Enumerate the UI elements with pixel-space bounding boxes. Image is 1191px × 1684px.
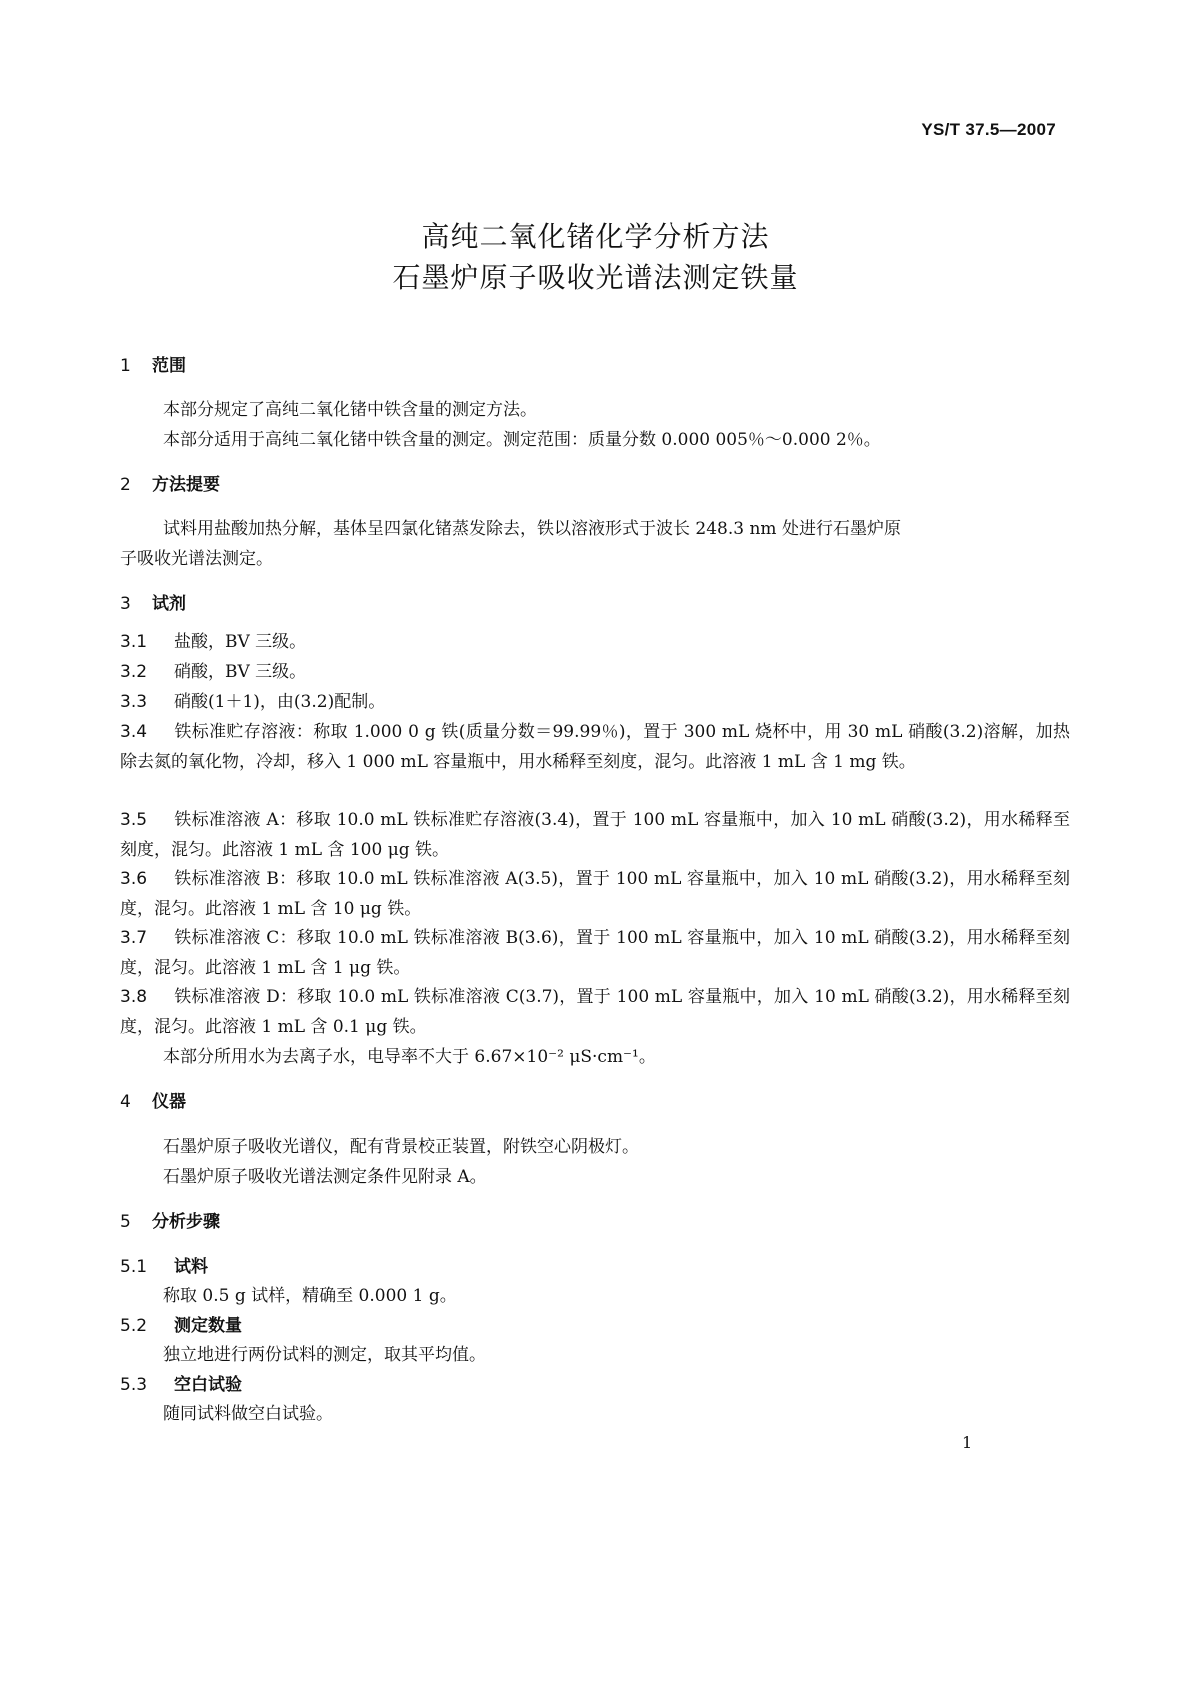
subsection-number: 5.2 bbox=[120, 1316, 148, 1336]
reagent-item bbox=[120, 864, 1070, 924]
reagent-item bbox=[120, 657, 1070, 687]
subsection-title: 试料 bbox=[174, 1257, 208, 1277]
standard-code: YS/T 37.5—2007 bbox=[921, 120, 1056, 139]
item-text: 硝酸，BV 三级。 bbox=[174, 662, 307, 682]
item-number: 3.8 bbox=[120, 987, 148, 1007]
section-3-heading bbox=[120, 589, 186, 614]
subsection-5-2-text: 独立地进行两份试料的测定，取其平均值。 bbox=[163, 1345, 486, 1365]
item-text: 铁标准溶液 D：移取 10.0 mL 铁标准溶液 C(3.7)，置于 100 mL 容量瓶中，加入 10 mL 硝酸(3.2)，用水稀释至刻度，混匀。此溶液 1 mL 含 0.1 μg 铁。 bbox=[120, 987, 1070, 1037]
section-4-paragraph-1: 石墨炉原子吸收光谱仪，配有背景校正装置，附铁空心阴极灯。 bbox=[163, 1137, 639, 1157]
item-number: 3.7 bbox=[120, 928, 148, 948]
reagent-item bbox=[120, 923, 1070, 983]
reagent-item bbox=[120, 627, 1070, 657]
water-note: 本部分所用水为去离子水，电导率不大于 6.67×10⁻² μS·cm⁻¹。 bbox=[163, 1047, 656, 1067]
item-text: 盐酸，BV 三级。 bbox=[174, 632, 307, 652]
item-number: 3.5 bbox=[120, 810, 148, 830]
reagent-item bbox=[120, 982, 1070, 1042]
item-number: 3.3 bbox=[120, 692, 148, 712]
section-number: 2 bbox=[120, 475, 131, 495]
item-text: 铁标准溶液 A：移取 10.0 mL 铁标准贮存溶液(3.4)，置于 100 mL 容量瓶中，加入 10 mL 硝酸(3.2)，用水稀释至刻度，混匀。此溶液 1 mL 含 100 μg 铁。 bbox=[120, 810, 1070, 860]
item-text: 铁标准溶液 B：移取 10.0 mL 铁标准溶液 A(3.5)，置于 100 mL 容量瓶中，加入 10 mL 硝酸(3.2)，用水稀释至刻度，混匀。此溶液 1 mL 含 10 μg 铁。 bbox=[120, 869, 1070, 919]
section-title: 试剂 bbox=[152, 594, 186, 614]
reagent-item bbox=[120, 805, 1070, 865]
section-title: 仪器 bbox=[152, 1092, 186, 1112]
page-number: 1 bbox=[962, 1433, 973, 1452]
document-title-line1: 高纯二氧化锗化学分析方法 bbox=[421, 220, 770, 253]
item-number: 3.1 bbox=[120, 632, 148, 652]
reagent-item bbox=[120, 717, 1070, 777]
item-text: 铁标准溶液 C：移取 10.0 mL 铁标准溶液 B(3.6)，置于 100 mL 容量瓶中，加入 10 mL 硝酸(3.2)，用水稀释至刻度，混匀。此溶液 1 mL 含 1 μg 铁。 bbox=[120, 928, 1070, 978]
section-2-heading bbox=[120, 470, 220, 495]
subsection-number: 5.1 bbox=[120, 1257, 148, 1277]
item-number: 3.2 bbox=[120, 662, 148, 682]
subsection-5-2-heading bbox=[120, 1311, 242, 1336]
item-text: 铁标准贮存溶液：称取 1.000 0 g 铁(质量分数＝99.99％)，置于 300 mL 烧杯中，用 30 mL 硝酸(3.2)溶解，加热除去氮的氧化物，冷却，移入 1 000 mL 容量瓶中，用水稀释至刻度，混匀。此溶液 1 mL 含 1 mg 铁。 bbox=[120, 722, 1070, 772]
item-text: 硝酸(1＋1)，由(3.2)配制。 bbox=[174, 692, 386, 712]
item-number: 3.6 bbox=[120, 869, 148, 889]
subsection-number: 5.3 bbox=[120, 1375, 148, 1395]
section-5-heading bbox=[120, 1207, 220, 1232]
section-4-paragraph-2: 石墨炉原子吸收光谱法测定条件见附录 A。 bbox=[163, 1167, 487, 1187]
section-title: 分析步骤 bbox=[152, 1212, 220, 1232]
section-number: 3 bbox=[120, 594, 131, 614]
subsection-5-1-heading bbox=[120, 1252, 208, 1277]
section-2-paragraph-line-1: 试料用盐酸加热分解，基体呈四氯化锗蒸发除去，铁以溶液形式于波长 248.3 nm 处进行石墨炉原 bbox=[163, 519, 901, 539]
document-title-line2: 石墨炉原子吸收光谱法测定铁量 bbox=[392, 261, 799, 294]
section-title: 范围 bbox=[152, 356, 186, 376]
item-number: 3.4 bbox=[120, 722, 148, 742]
section-number: 4 bbox=[120, 1092, 131, 1112]
section-4-heading bbox=[120, 1087, 186, 1112]
reagent-item bbox=[120, 687, 1070, 717]
subsection-title: 空白试验 bbox=[174, 1375, 242, 1395]
section-2-paragraph-line-2: 子吸收光谱法测定。 bbox=[120, 549, 273, 569]
section-title: 方法提要 bbox=[152, 475, 220, 495]
subsection-5-1-text: 称取 0.5 g 试样，精确至 0.000 1 g。 bbox=[163, 1286, 457, 1306]
section-1-heading bbox=[120, 351, 186, 376]
section-number: 5 bbox=[120, 1212, 131, 1232]
subsection-title: 测定数量 bbox=[174, 1316, 242, 1336]
subsection-5-3-text: 随同试料做空白试验。 bbox=[163, 1404, 333, 1424]
subsection-5-3-heading bbox=[120, 1370, 242, 1395]
section-1-paragraph-2: 本部分适用于高纯二氧化锗中铁含量的测定。测定范围：质量分数 0.000 005％～0.000 2％。 bbox=[163, 430, 881, 450]
section-number: 1 bbox=[120, 356, 131, 376]
section-1-paragraph-1: 本部分规定了高纯二氧化锗中铁含量的测定方法。 bbox=[163, 400, 537, 420]
